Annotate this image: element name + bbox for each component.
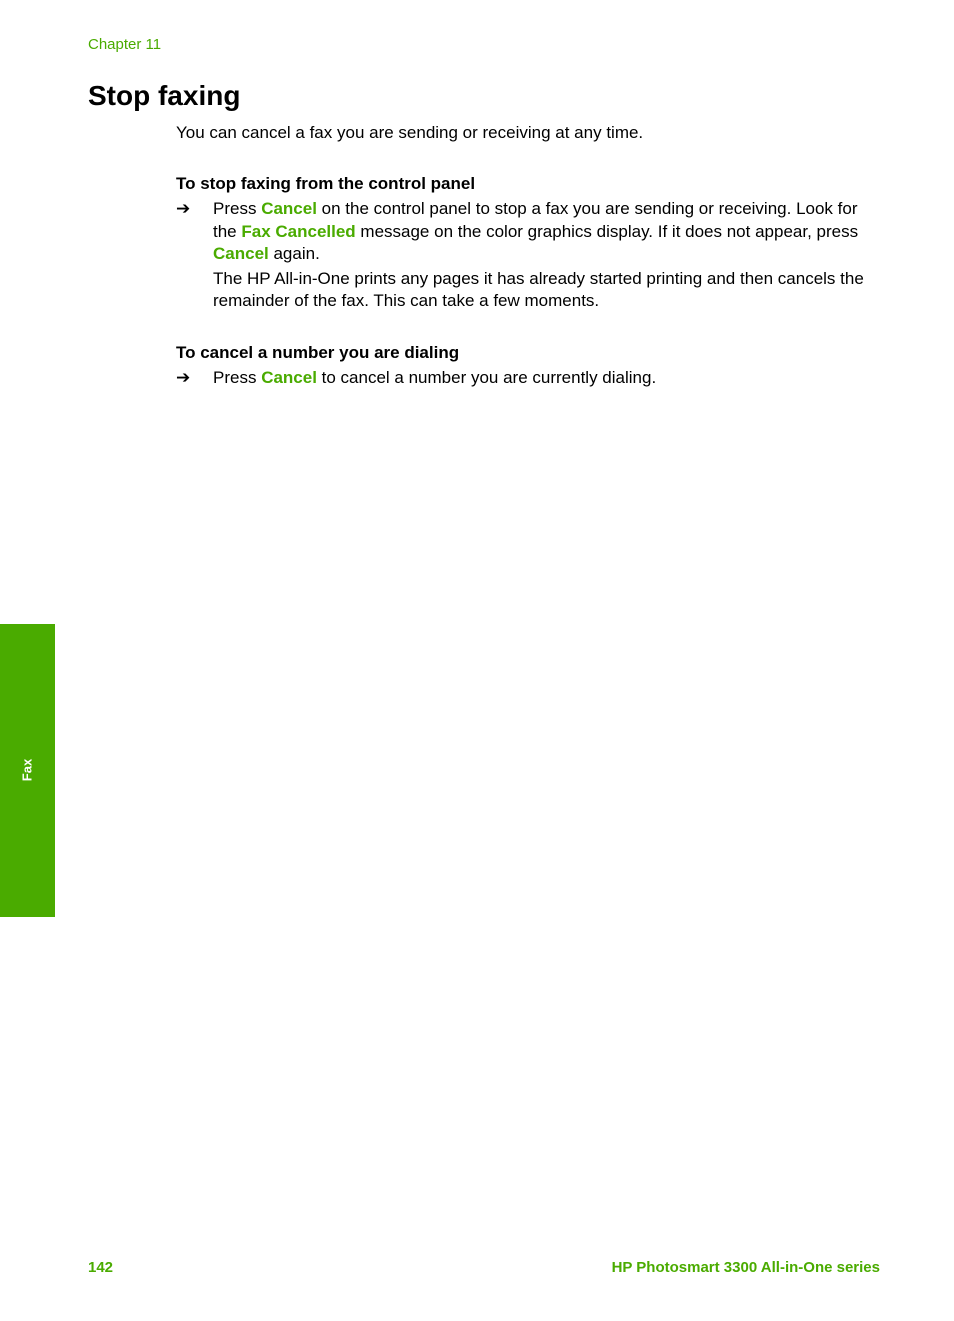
side-tab-label: Fax: [19, 758, 35, 782]
text-run: to cancel a number you are currently dialing.: [316, 368, 657, 387]
cancel-button-reference: Cancel: [213, 244, 269, 263]
step-instruction: [213, 198, 876, 266]
step-cancel-dialing: [176, 367, 876, 390]
intro-paragraph: You can cancel a fax you are sending or receiving at any time.: [176, 123, 644, 142]
arrow-right-icon: ➔: [176, 199, 191, 219]
cancel-button-reference: Cancel: [261, 368, 317, 387]
cancel-button-reference: Cancel: [261, 199, 317, 218]
step-stop-faxing: [176, 198, 876, 313]
step-instruction: [213, 367, 876, 390]
step-note: The HP All-in-One prints any pages it has already started printing and then cancels the remainder of the fax. This can take a few moments.: [213, 268, 864, 310]
section-heading-stop-faxing: To stop faxing from the control panel: [176, 174, 476, 193]
page-number: 142: [88, 1259, 114, 1276]
step-body: [213, 198, 876, 313]
section-heading-cancel-dialing: To cancel a number you are dialing: [176, 343, 460, 362]
text-run: message on the color graphics display. If it does not appear, press: [355, 221, 859, 241]
arrow-right-icon: ➔: [176, 368, 191, 388]
text-run: Press: [213, 199, 262, 218]
text-run: on the control panel to stop a fax you are sending or receiving. Look for the: [213, 199, 858, 241]
step-body: [213, 367, 876, 390]
page-title: Stop faxing: [88, 80, 241, 111]
text-run: again.: [268, 244, 320, 263]
chapter-header: Chapter 11: [88, 36, 162, 53]
fax-cancelled-message-reference: Fax Cancelled: [241, 221, 356, 241]
footer-product-name: HP Photosmart 3300 All-in-One series: [611, 1259, 880, 1276]
text-run: Press: [213, 368, 262, 387]
